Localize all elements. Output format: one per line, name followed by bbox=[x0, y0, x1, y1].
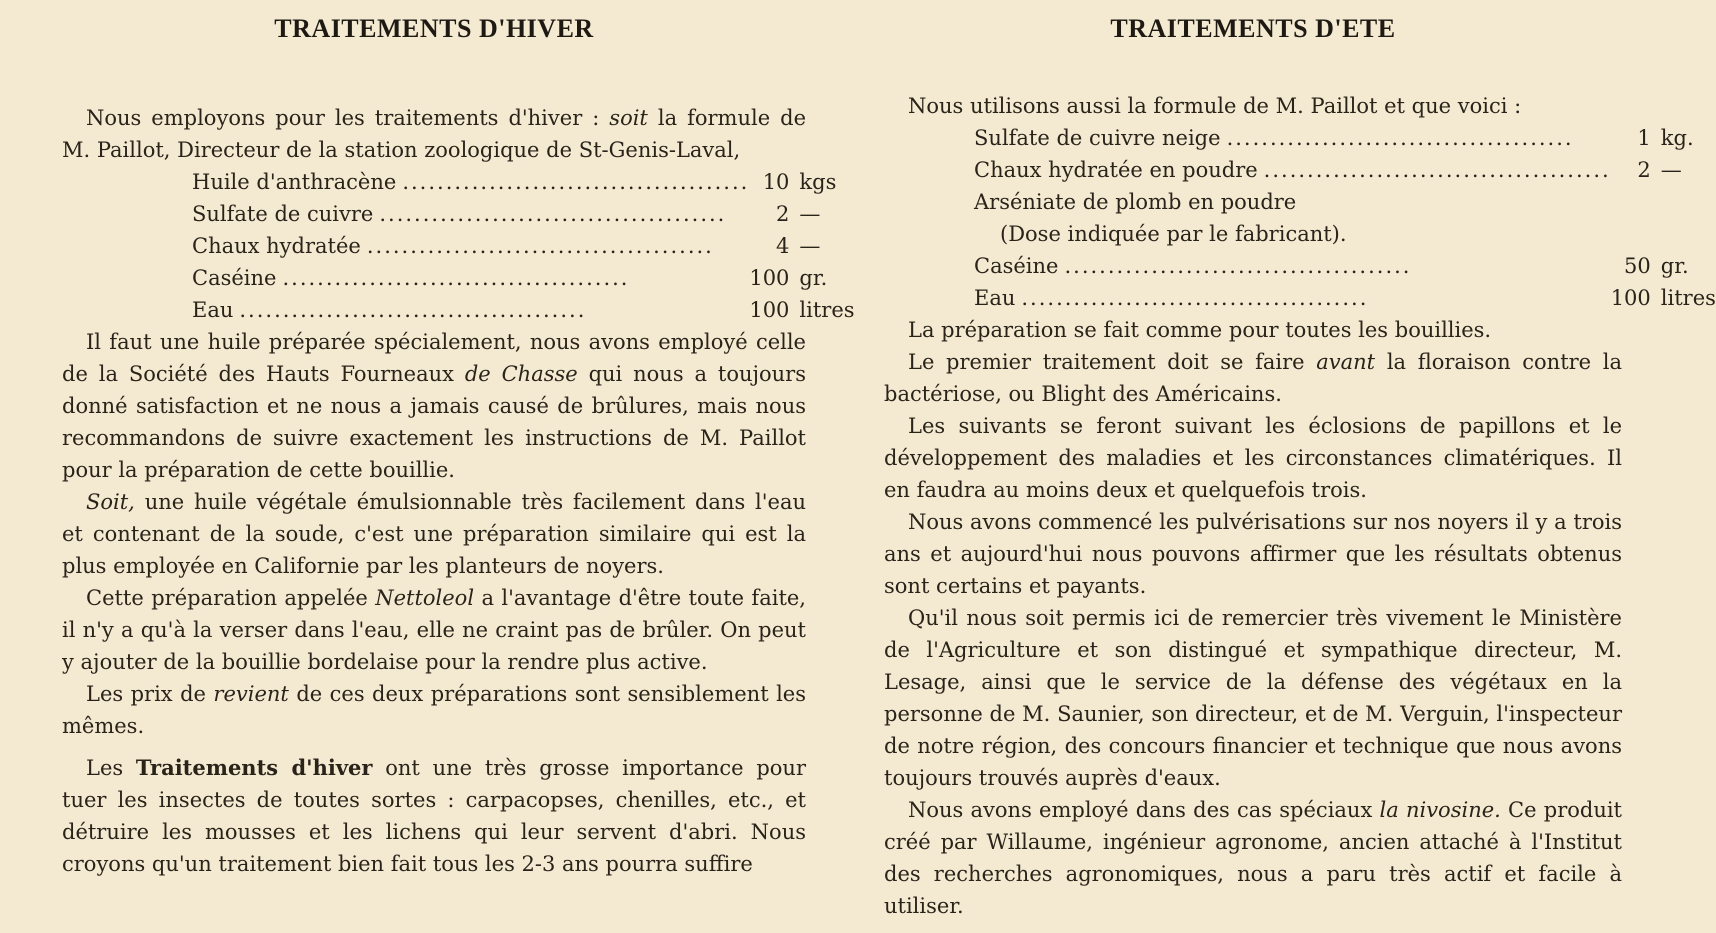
left-intro: Nous employons pour les traitements d'hiver : soit la formule de M. Paillot, Directeur de la station zoologique de St-Genis-Laval, bbox=[62, 106, 806, 162]
right-intro: Nous utilisons aussi la formule de M. Paillot et que voici : bbox=[908, 94, 1522, 118]
right-column bbox=[884, 0, 1716, 933]
left-title: TRAITEMENTS D'HIVER bbox=[274, 14, 594, 43]
recipe-note-row bbox=[974, 218, 1716, 250]
right-paragraph-6: Nous avons employé dans des cas spéciaux la nivosine. Ce produit créé par Willaume, ingénieur agronome, ancien attaché à l'Institut des recherches agronomiques, nous a paru très actif et facile à utiliser. bbox=[884, 798, 1622, 918]
left-recipe-table bbox=[192, 166, 855, 326]
left-column bbox=[62, 0, 855, 933]
recipe-row: Arséniate de plomb en poudre bbox=[974, 190, 1297, 214]
recipe-row: Eau ........................................ 100 litres bbox=[974, 286, 1716, 310]
right-title: TRAITEMENTS D'ETE bbox=[1110, 14, 1396, 43]
left-paragraph-1: Il faut une huile préparée spécialement, nous avons employé celle de la Société des Hauts Fourneaux de Chasse qui nous a toujours donné satisfaction et ne nous a jamais causé de brûlures, mais nous recommandons de suivre exactement les instructions de M. Paillot pour la préparation de cette bouillie. bbox=[62, 330, 806, 482]
left-paragraph-5: Les Traitements d'hiver ont une très grosse importance pour tuer les insectes de toutes sortes : carpacopses, chenilles, etc., et détruire les mousses et les lichens qui leur servent d'abri. Nous croyons qu'un traitement bien fait tous les 2-3 ans pourra suffire bbox=[62, 755, 806, 876]
recipe-row: Eau ........................................ 100 litres bbox=[192, 298, 855, 322]
left-paragraph-2: Soit, une huile végétale émulsionnable très facilement dans l'eau et contenant de la soude, c'est une préparation similaire qui est la plus employée en Californie par les planteurs de noyers. bbox=[62, 490, 806, 578]
left-body bbox=[62, 102, 855, 880]
right-body bbox=[884, 90, 1716, 922]
recipe-row: Caséine ........................................ 100 gr. bbox=[192, 266, 828, 290]
recipe-row: Sulfate de cuivre ........................................ 2 — bbox=[192, 202, 821, 226]
right-paragraph-3: Les suivants se feront suivant les éclosions de papillons et le développement des maladies et les circonstances climatériques. Il en faudra au moins deux et quelquefois trois. bbox=[884, 414, 1622, 502]
recipe-row: Chaux hydratée ........................................ 4 — bbox=[192, 234, 821, 258]
right-paragraph-5: Qu'il nous soit permis ici de remercier très vivement le Ministère de l'Agriculture et son distingué et sympathique directeur, M. Lesage, ainsi que le service de la défense des végétaux en la personne de M. Saunier, son directeur, et de M. Verguin, l'inspecteur de notre région, des concours financier et technique que nous avons toujours trouvés auprès d'eaux. bbox=[884, 606, 1622, 790]
recipe-note: (Dose indiquée par le fabricant). bbox=[1000, 222, 1347, 246]
left-paragraph-4: Les prix de revient de ces deux préparations sont sensiblement les mêmes. bbox=[62, 682, 806, 738]
right-paragraph-2: Le premier traitement doit se faire avant la floraison contre la bactériose, ou Blight des Américains. bbox=[884, 350, 1623, 406]
recipe-row: Huile d'anthracène ........................................ 10 kgs bbox=[192, 170, 837, 194]
right-paragraph-4: Nous avons commencé les pulvérisations sur nos noyers il y a trois ans et aujourd'hui nous pouvons affirmer que les résultats obtenus sont certains et payants. bbox=[884, 510, 1622, 598]
recipe-row: Sulfate de cuivre neige ........................................ 1 kg. bbox=[974, 126, 1694, 150]
recipe-row: Chaux hydratée en poudre ........................................ 2 — bbox=[974, 158, 1682, 182]
right-paragraph-1: La préparation se fait comme pour toutes les bouillies. bbox=[908, 318, 1492, 342]
recipe-row: Caséine ........................................ 50 gr. bbox=[974, 254, 1689, 278]
left-paragraph-3: Cette préparation appelée Nettoleol a l'avantage d'être toute faite, il n'y a qu'à la verser dans l'eau, elle ne craint pas de brûler. On peut y ajouter de la bouillie bordelaise pour la rendre plus active. bbox=[62, 586, 806, 674]
right-recipe-table bbox=[974, 122, 1716, 314]
